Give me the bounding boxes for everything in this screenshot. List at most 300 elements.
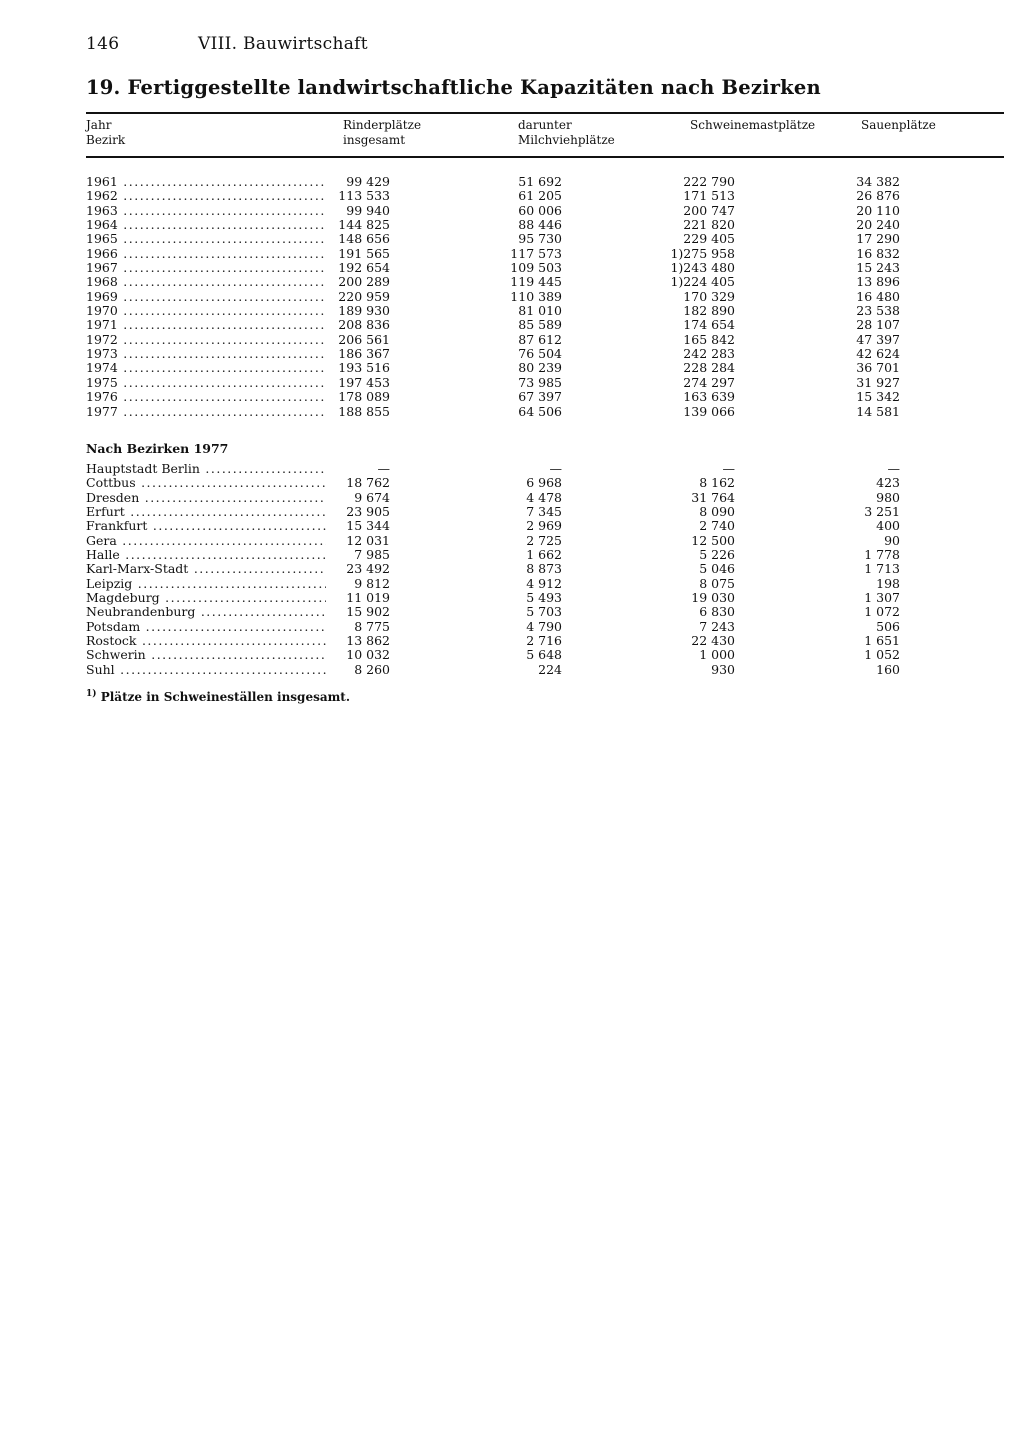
cell-milchviehplaetze-value: 88 446 [518,217,562,233]
cell-sauenplaetze-value: 506 [876,618,900,634]
row-label [86,232,326,246]
cell-sauenplaetze-value: 14 581 [856,403,900,419]
cell-sauenplaetze-value: 90 [884,532,900,548]
row-label [86,534,326,548]
cell-sauenplaetze-value: 20 110 [856,202,900,218]
table-row [86,247,1006,261]
cell-schweinemastplaetze-value: 1 000 [699,647,735,663]
cell-schweinemastplaetze-value: 274 297 [683,374,735,390]
cell-milchviehplaetze [538,663,562,677]
cell-milchviehplaetze [518,204,562,218]
column-header-line: Schweinemastplätze [690,118,816,132]
row-label-value: Leipzig [86,576,133,591]
cell-schweinemastplaetze-value: 228 284 [683,360,735,376]
cell-sauenplaetze [856,347,900,361]
cell-rinderplaetze-value: 193 516 [338,360,390,376]
cell-milchviehplaetze-value: 61 205 [518,188,562,204]
cell-rinderplaetze-value: 99 940 [346,202,390,218]
row-label [86,390,326,404]
cell-milchviehplaetze [518,175,562,189]
cell-schweinemastplaetze [699,476,735,490]
cell-milchviehplaetze [518,318,562,332]
cell-schweinemastplaetze-value: 930 [711,661,735,677]
cell-rinderplaetze-value: 13 862 [346,633,390,649]
chapter-title: VIII. Bauwirtschaft [198,34,368,54]
cell-sauenplaetze-value: 1 651 [864,633,900,649]
cell-milchviehplaetze [518,189,562,203]
cell-milchviehplaetze [526,605,562,619]
cell-sauenplaetze [864,562,900,576]
cell-rinderplaetze [346,505,390,519]
cell-sauenplaetze-value: 15 342 [856,389,900,405]
cell-milchviehplaetze [526,548,562,562]
column-header-line: Bezirk [86,133,126,147]
footnote-marker: 1) [86,689,97,699]
column-header-line: darunter [518,118,572,132]
cell-rinderplaetze [354,620,390,634]
row-label-value: 1964 [86,218,118,233]
cell-sauenplaetze [864,648,900,662]
row-label [86,189,326,203]
cell-milchviehplaetze [526,476,562,490]
cell-sauenplaetze [856,405,900,419]
table-row [86,605,1006,619]
cell-rinderplaetze-value: 206 561 [338,331,390,347]
cell-milchviehplaetze [518,405,562,419]
cell-milchviehplaetze-value: 8 873 [526,561,562,577]
row-label [86,505,326,519]
row-label [86,519,326,533]
cell-sauenplaetze [856,318,900,332]
table-row [86,204,1006,218]
cell-schweinemastplaetze-value: 8 075 [699,575,735,591]
cell-milchviehplaetze [526,634,562,648]
cell-sauenplaetze-value: 1 072 [864,604,900,620]
cell-sauenplaetze-value: 42 624 [856,346,900,362]
table-title: 19. Fertiggestellte landwirtschaftliche Kapazitäten nach Bezirken [86,76,821,99]
cell-rinderplaetze [338,232,390,246]
cell-schweinemastplaetze-value: 165 842 [683,331,735,347]
cell-rinderplaetze [338,390,390,404]
cell-rinderplaetze [338,261,390,275]
cell-milchviehplaetze [510,290,562,304]
cell-milchviehplaetze-value: 4 790 [526,618,562,634]
cell-schweinemastplaetze-value: 229 405 [683,231,735,247]
cell-sauenplaetze [876,476,900,490]
cell-milchviehplaetze-value: 7 345 [526,504,562,520]
cell-sauenplaetze-value: 23 538 [856,303,900,319]
cell-sauenplaetze-value: 400 [876,518,900,534]
cell-rinderplaetze [346,562,390,576]
cell-rinderplaetze [338,347,390,361]
cell-milchviehplaetze-value: 117 573 [510,245,562,261]
cell-schweinemastplaetze [670,275,735,289]
column-header-rinderplaetze [343,118,421,148]
cell-milchviehplaetze-value: 76 504 [518,346,562,362]
cell-rinderplaetze [338,247,390,261]
table-row [86,275,1006,289]
cell-sauenplaetze-value: 36 701 [856,360,900,376]
cell-sauenplaetze [856,390,900,404]
row-label [86,562,326,576]
table-row [86,476,1006,490]
cell-milchviehplaetze [518,376,562,390]
cell-schweinemastplaetze [699,519,735,533]
row-label [86,634,326,648]
row-label-value: 1965 [86,232,118,247]
row-label-value: Cottbus [86,476,136,491]
cell-milchviehplaetze [518,333,562,347]
footnote-text: Plätze in Schweineställen insgesamt. [100,690,351,704]
cell-schweinemastplaetze-value: 12 500 [691,532,735,548]
table-row [86,333,1006,347]
cell-rinderplaetze-value: 15 344 [346,518,390,534]
row-label [86,261,326,275]
row-label [86,376,326,390]
cell-rinderplaetze [346,534,390,548]
row-label-value: Hauptstadt Berlin [86,462,200,476]
cell-schweinemastplaetze [711,663,735,677]
cell-sauenplaetze [876,519,900,533]
page-number: 146 [86,34,120,54]
row-label-value: 1962 [86,189,118,204]
row-label-value: 1977 [86,404,118,419]
cell-sauenplaetze-value: 423 [876,475,900,491]
cell-milchviehplaetze-value: 51 692 [518,174,562,189]
cell-sauenplaetze [856,333,900,347]
cell-schweinemastplaetze-value: 8 162 [699,475,735,491]
cell-milchviehplaetze [518,390,562,404]
row-label [86,491,326,505]
cell-sauenplaetze [856,218,900,232]
cell-rinderplaetze-value: 200 289 [338,274,390,290]
cell-sauenplaetze-value: 1 778 [864,547,900,563]
cell-schweinemastplaetze [683,189,735,203]
row-label [86,347,326,361]
rows-by-bezirk [86,462,1006,677]
row-label-value: Suhl [86,662,115,677]
table-row [86,218,1006,232]
cell-schweinemastplaetze [683,376,735,390]
cell-schweinemastplaetze-value: — [722,461,735,476]
cell-schweinemastplaetze [723,462,736,476]
cell-milchviehplaetze-value: 2 969 [526,518,562,534]
column-header-line: insgesamt [343,133,406,147]
cell-sauenplaetze [856,261,900,275]
cell-milchviehplaetze [510,261,562,275]
column-header-line: Milchviehplätze [518,133,615,147]
row-label [86,620,326,634]
column-header-line: Rinderplätze [343,118,422,132]
cell-schweinemastplaetze-value: 2 740 [699,518,735,534]
cell-milchviehplaetze-value: 2 725 [526,532,562,548]
cell-schweinemastplaetze [683,318,735,332]
table-row [86,648,1006,662]
cell-schweinemastplaetze [683,361,735,375]
cell-schweinemastplaetze-value: 224 405 [683,274,735,290]
cell-milchviehplaetze-value: 1 662 [526,547,562,563]
rows-by-year [86,175,1006,419]
cell-schweinemastplaetze [683,175,735,189]
cell-sauenplaetze [856,290,900,304]
cell-rinderplaetze [338,290,390,304]
header-bottom-rule [86,156,1004,158]
column-header-line: Jahr [86,118,112,132]
cell-rinderplaetze [346,476,390,490]
cell-rinderplaetze-value: 191 565 [338,245,390,261]
row-label [86,462,326,476]
cell-schweinemastplaetze [683,333,735,347]
table-row [86,405,1006,419]
cell-milchviehplaetze [526,577,562,591]
row-label [86,218,326,232]
cell-schweinemastplaetze-value: 222 790 [683,174,735,189]
table-row [86,577,1006,591]
cell-rinderplaetze-value: 9 674 [354,489,390,505]
cell-rinderplaetze-value: 99 429 [346,174,390,189]
cell-rinderplaetze [338,218,390,232]
cell-rinderplaetze-value: 144 825 [338,217,390,233]
row-label-value: 1969 [86,289,118,304]
cell-schweinemastplaetze-value: 7 243 [699,618,735,634]
cell-sauenplaetze [856,204,900,218]
cell-rinderplaetze-value: 186 367 [338,346,390,362]
cell-rinderplaetze [338,318,390,332]
cell-milchviehplaetze [526,591,562,605]
section-label-bezirke: Nach Bezirken 1977 [86,441,229,456]
cell-schweinemastplaetze [699,605,735,619]
cell-sauenplaetze [876,577,900,591]
row-label [86,548,326,562]
table-top-rule [86,112,1004,114]
row-label-value: Gera [86,533,117,548]
cell-rinderplaetze-value: 220 959 [338,288,390,304]
cell-sauenplaetze-value: 1 307 [864,590,900,606]
cell-sauenplaetze-value: 980 [876,489,900,505]
cell-milchviehplaetze-value: 119 445 [510,274,562,290]
cell-milchviehplaetze-value: 6 968 [526,475,562,491]
cell-milchviehplaetze-value: 80 239 [518,360,562,376]
cell-rinderplaetze-value: 15 902 [346,604,390,620]
table-row [86,361,1006,375]
cell-schweinemastplaetze-value: 170 329 [683,288,735,304]
cell-sauenplaetze-value: 47 397 [856,331,900,347]
row-label-value: Schwerin [86,648,146,663]
row-label-value: 1974 [86,361,118,376]
cell-schweinemastplaetze [699,505,735,519]
footnote-reference: 1) [670,245,684,261]
cell-schweinemastplaetze [683,204,735,218]
row-label-value: Neubrandenburg [86,605,196,620]
cell-rinderplaetze-value: 208 836 [338,317,390,333]
cell-schweinemastplaetze [691,491,735,505]
cell-schweinemastplaetze [699,620,735,634]
row-label [86,605,326,619]
cell-milchviehplaetze [518,304,562,318]
cell-sauenplaetze [876,491,900,505]
row-label-value: Halle [86,548,120,563]
table-row [86,232,1006,246]
cell-sauenplaetze-value: 16 480 [856,288,900,304]
cell-sauenplaetze-value: 26 876 [856,188,900,204]
row-label-value: 1970 [86,304,118,319]
row-label-value: 1967 [86,261,118,276]
cell-milchviehplaetze-value: 95 730 [518,231,562,247]
cell-schweinemastplaetze-value: 139 066 [683,403,735,419]
cell-sauenplaetze [856,304,900,318]
cell-milchviehplaetze [518,347,562,361]
cell-schweinemastplaetze [699,577,735,591]
footnote-reference: 1) [670,260,684,276]
row-label-value: Rostock [86,634,137,649]
cell-schweinemastplaetze-value: 174 654 [683,317,735,333]
row-label-value: Frankfurt [86,519,148,534]
column-header-milchviehplaetze [518,118,615,148]
cell-sauenplaetze-value: 13 896 [856,274,900,290]
cell-sauenplaetze [856,376,900,390]
cell-rinderplaetze-value: 7 985 [354,547,390,563]
table-row [86,519,1006,533]
cell-milchviehplaetze [518,232,562,246]
cell-schweinemastplaetze-value: 31 764 [691,489,735,505]
cell-milchviehplaetze [526,562,562,576]
table-row [86,304,1006,318]
cell-rinderplaetze-value: 197 453 [338,374,390,390]
cell-rinderplaetze [346,519,390,533]
footnote [86,689,350,704]
cell-sauenplaetze [856,232,900,246]
cell-milchviehplaetze-value: 60 006 [518,202,562,218]
cell-milchviehplaetze [526,505,562,519]
cell-milchviehplaetze [510,247,562,261]
cell-rinderplaetze-value: 8 775 [354,618,390,634]
cell-sauenplaetze-value: 16 832 [856,245,900,261]
cell-rinderplaetze-value: 192 654 [338,260,390,276]
cell-rinderplaetze-value: 178 089 [338,389,390,405]
cell-milchviehplaetze [526,648,562,662]
cell-milchviehplaetze-value: 5 648 [526,647,562,663]
table-row [86,491,1006,505]
cell-rinderplaetze-value: 10 032 [346,647,390,663]
cell-milchviehplaetze [526,519,562,533]
table-row [86,591,1006,605]
row-label-value: 1975 [86,375,118,390]
cell-schweinemastplaetze [691,534,735,548]
cell-schweinemastplaetze [683,405,735,419]
cell-rinderplaetze-value: 12 031 [346,532,390,548]
cell-rinderplaetze-value: 189 930 [338,303,390,319]
cell-schweinemastplaetze [670,261,735,275]
footnote-reference: 1) [670,274,684,290]
cell-schweinemastplaetze-value: 171 513 [683,188,735,204]
row-label [86,304,326,318]
cell-sauenplaetze [864,605,900,619]
cell-sauenplaetze-value: 198 [876,575,900,591]
cell-schweinemastplaetze [699,648,735,662]
column-header-jahr-bezirk [86,118,125,148]
cell-schweinemastplaetze [683,290,735,304]
cell-milchviehplaetze-value: 2 716 [526,633,562,649]
cell-schweinemastplaetze-value: 6 830 [699,604,735,620]
cell-sauenplaetze-value: — [887,461,900,476]
table-row [86,390,1006,404]
cell-milchviehplaetze-value: 87 612 [518,331,562,347]
table-row [86,261,1006,275]
row-label-value: 1966 [86,246,118,261]
cell-milchviehplaetze-value: — [549,461,562,476]
cell-schweinemastplaetze-value: 19 030 [691,590,735,606]
cell-rinderplaetze [346,591,390,605]
cell-sauenplaetze-value: 1 713 [864,561,900,577]
cell-schweinemastplaetze-value: 5 226 [699,547,735,563]
cell-sauenplaetze-value: 31 927 [856,374,900,390]
row-label [86,663,326,677]
cell-schweinemastplaetze [683,304,735,318]
row-label-value: 1973 [86,347,118,362]
cell-milchviehplaetze-value: 85 589 [518,317,562,333]
cell-sauenplaetze-value: 34 382 [856,174,900,189]
cell-sauenplaetze [864,548,900,562]
cell-sauenplaetze [884,534,900,548]
table-row [86,175,1006,189]
cell-schweinemastplaetze [683,347,735,361]
cell-rinderplaetze-value: 23 905 [346,504,390,520]
row-label-value: Magdeburg [86,591,160,606]
cell-rinderplaetze [346,634,390,648]
cell-milchviehplaetze [518,218,562,232]
table-row [86,376,1006,390]
row-label [86,591,326,605]
table-row [86,562,1006,576]
row-label-value: Erfurt [86,505,125,520]
cell-sauenplaetze [856,247,900,261]
cell-schweinemastplaetze [699,548,735,562]
cell-schweinemastplaetze [670,247,735,261]
cell-sauenplaetze [856,275,900,289]
cell-milchviehplaetze-value: 5 703 [526,604,562,620]
cell-milchviehplaetze [526,620,562,634]
column-header-line: Sauenplätze [861,118,936,132]
row-label [86,275,326,289]
cell-sauenplaetze [876,663,900,677]
row-label [86,476,326,490]
cell-schweinemastplaetze [699,562,735,576]
cell-schweinemastplaetze-value: 243 480 [683,260,735,276]
table-row [86,189,1006,203]
cell-sauenplaetze-value: 1 052 [864,647,900,663]
row-label-value: 1961 [86,175,118,189]
row-label [86,648,326,662]
cell-milchviehplaetze-value: 64 506 [518,403,562,419]
cell-schweinemastplaetze [691,591,735,605]
page-header [86,34,368,54]
cell-rinderplaetze [338,405,390,419]
cell-schweinemastplaetze-value: 8 090 [699,504,735,520]
cell-rinderplaetze-value: 11 019 [346,590,390,606]
table-row [86,505,1006,519]
row-label [86,577,326,591]
cell-milchviehplaetze-value: 110 389 [510,288,562,304]
row-label-value: 1968 [86,275,118,290]
cell-schweinemastplaetze [683,218,735,232]
table-row [86,290,1006,304]
cell-sauenplaetze [876,620,900,634]
cell-rinderplaetze [338,333,390,347]
cell-schweinemastplaetze-value: 200 747 [683,202,735,218]
row-label [86,204,326,218]
cell-sauenplaetze [856,189,900,203]
cell-sauenplaetze-value: 15 243 [856,260,900,276]
